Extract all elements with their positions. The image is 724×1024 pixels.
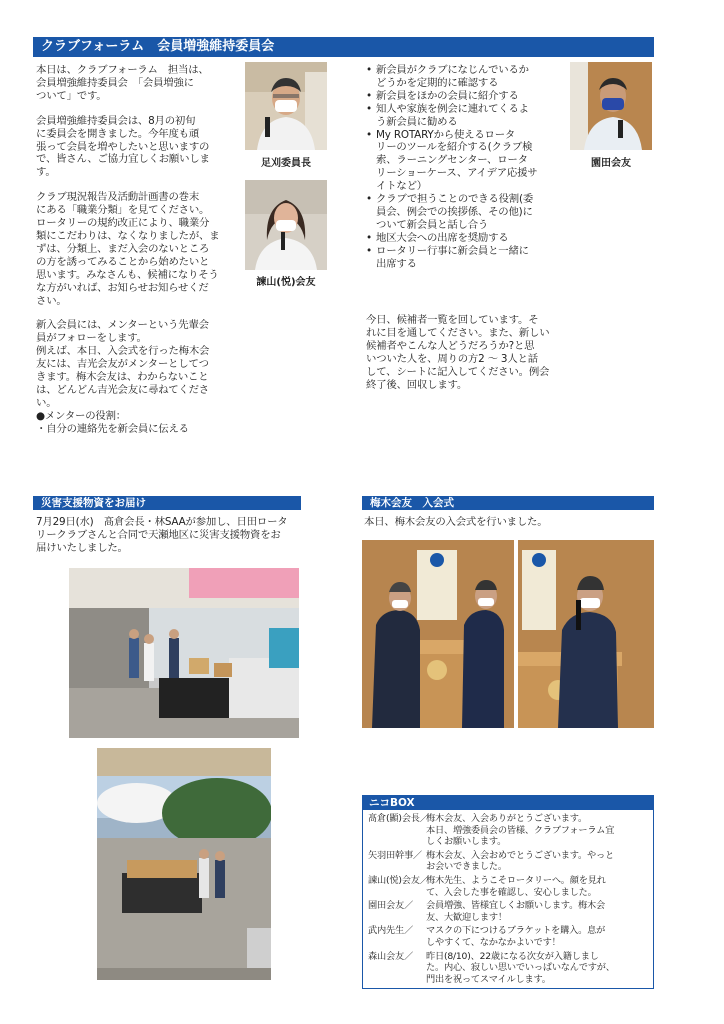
list-item: • 新会員をほかの会員に紹介する bbox=[366, 90, 566, 103]
niko-entry-name: 森山会友／ bbox=[368, 950, 413, 962]
forum-paragraph-2: 会員増強維持委員会は、8月の初旬 に委員会を開きました。今年度も頑 張って会員を増やしたいと思いますの で、皆さん、ご協力宜しくお願いしま す。 bbox=[36, 114, 210, 179]
list-item: • My ROTARYから使えるロータ リーのツールを紹介する(クラブ検 索、ラーニングセンター、ロータ リーショーケース、アイデア応援サ イトなど） bbox=[366, 129, 566, 194]
caption-sonoda: 園田会友 bbox=[591, 158, 631, 169]
niko-entry-name: 矢羽田幹事／ bbox=[368, 849, 422, 861]
photo-sonoda bbox=[570, 62, 652, 150]
disaster-text-container bbox=[36, 516, 326, 555]
list-item: • 新会員がクラブになじんでいるか どうかを定期的に確認する bbox=[366, 64, 566, 90]
disaster-text: 7月29日(水) 髙倉会長・林SAAが参加し、日田ロータ リークラブさんと合同で天瀬地区に災害支援物資をお 届けいたしました。 bbox=[36, 516, 288, 554]
niko-entry-message: 昨日(8/10)、22歳になる次女が入籍しまし た。内心、寂しい思いでいっぱいなんですが、 門出を祝ってスマイルします。 bbox=[426, 950, 615, 985]
photo-disaster-supplies bbox=[97, 748, 271, 980]
forum-paragraph-3: クラブ現況報告及活動計画書の巻末 にある「職業分類」を見てください。 ロータリーの規約改正により、職業分 類にこだわりは、なくなりましたが、ま ずは、分類上、まだ入会のないところ の方を誘ってみることから始めたいと 思います。みなさんも、候補になりそう な方がいれば、お知らせお知らせくだ さい。 bbox=[36, 191, 220, 307]
niko-entry-name: 諫山(悦)会友／ bbox=[368, 874, 429, 886]
photo-isayama bbox=[245, 180, 327, 270]
caption-isayama: 諫山(悦)会友 bbox=[256, 277, 316, 288]
list-item: • 知人や家族を例会に連れてくるよ う新会員に勧める bbox=[366, 103, 566, 129]
forum-banner bbox=[33, 37, 654, 57]
niko-title: ニコBOX bbox=[369, 797, 415, 809]
niko-entry-message: マスクの下につけるブラケットを購入。息が しやすくて、なかなかよいです！ bbox=[426, 925, 606, 948]
umeki-title: 梅木会友 入会式 bbox=[370, 497, 454, 509]
disaster-title: 災害支援物資をお届け bbox=[41, 497, 146, 509]
niko-entry bbox=[368, 925, 649, 948]
niko-entry-message: 梅木先生、ようこそロータリーへ。顔を見れ て、入会した事を確認し、安心しました。 bbox=[426, 874, 606, 898]
niko-box bbox=[362, 795, 654, 989]
mentor-role-list bbox=[366, 64, 566, 271]
niko-entry bbox=[368, 951, 649, 986]
niko-entry bbox=[368, 875, 649, 898]
photo-umeki-speech bbox=[518, 540, 654, 728]
photo-disaster-unloading bbox=[69, 568, 299, 738]
forum-right-text bbox=[366, 314, 566, 391]
photo-initiation-ceremony bbox=[362, 540, 514, 728]
list-item: • 地区大会への出席を奨励する bbox=[366, 232, 566, 245]
niko-entry-message: 梅木会友、入会おめでとうございます。やっと お会いできました。 bbox=[426, 849, 615, 873]
forum-paragraph-4: 新入会員には、メンターという先輩会 員がフォローをします。 例えば、本日、入会式を行った梅木会 友には、吉光会友がメンターとしてつ きます。梅木会友は、わからないこと は、どんどん吉光会友に尋ねてくださ い。 ●メンターの役割： ・自分の連絡先を新会員に伝える bbox=[36, 319, 210, 435]
disaster-banner bbox=[33, 496, 301, 510]
niko-entry bbox=[368, 850, 649, 873]
niko-banner bbox=[363, 796, 653, 810]
list-item: • ロータリー行事に新会員と一緒に 出席する bbox=[366, 245, 566, 271]
niko-list bbox=[363, 810, 653, 985]
niko-entry-name: 髙倉(顯)会長／ bbox=[368, 813, 429, 824]
umeki-text: 本日、梅木会友の入会式を行いました。 bbox=[364, 516, 548, 528]
forum-title: クラブフォーラム 会員増強維持委員会 bbox=[41, 39, 275, 54]
forum-paragraph-1: 本日は、クラブフォーラム 担当は、 会員増強維持委員会 「会員増強に ついて」です。 bbox=[36, 64, 209, 102]
forum-left-text bbox=[36, 64, 241, 436]
niko-entry-name: 園田会友／ bbox=[368, 900, 413, 912]
niko-entry bbox=[368, 813, 649, 848]
mentor-role-list-container bbox=[366, 64, 566, 271]
umeki-banner bbox=[362, 496, 654, 510]
photo-ashikari bbox=[245, 62, 327, 150]
caption-ashikari: 足刈委員長 bbox=[261, 158, 311, 169]
niko-entry-message: 会員増強、皆様宜しくお願いします。梅木会 友、大歓迎します！ bbox=[426, 900, 606, 923]
niko-entry-name: 武内先生／ bbox=[368, 925, 413, 937]
list-item: • クラブで担うことのできる役割(委 員会、例会での挨拶係、その他)に ついて新会員と話し合う bbox=[366, 193, 566, 232]
umeki-text-container bbox=[364, 516, 654, 529]
niko-entry bbox=[368, 900, 649, 923]
niko-entry-message: 梅木会友、入会ありがとうございます。 本日、増強委員会の皆様、クラブフォーラム宜 しくお願いします。 bbox=[426, 813, 615, 848]
forum-candidate-paragraph: 今日、候補者一覧を回しています。そ れに目を通してください。また、新しい 候補者やこんな人どうだろうか?と思 いついた人を、周りの方2 ～ 3人と話 して、シートに記入してください。例会 終了後、回収します。 bbox=[366, 314, 550, 391]
